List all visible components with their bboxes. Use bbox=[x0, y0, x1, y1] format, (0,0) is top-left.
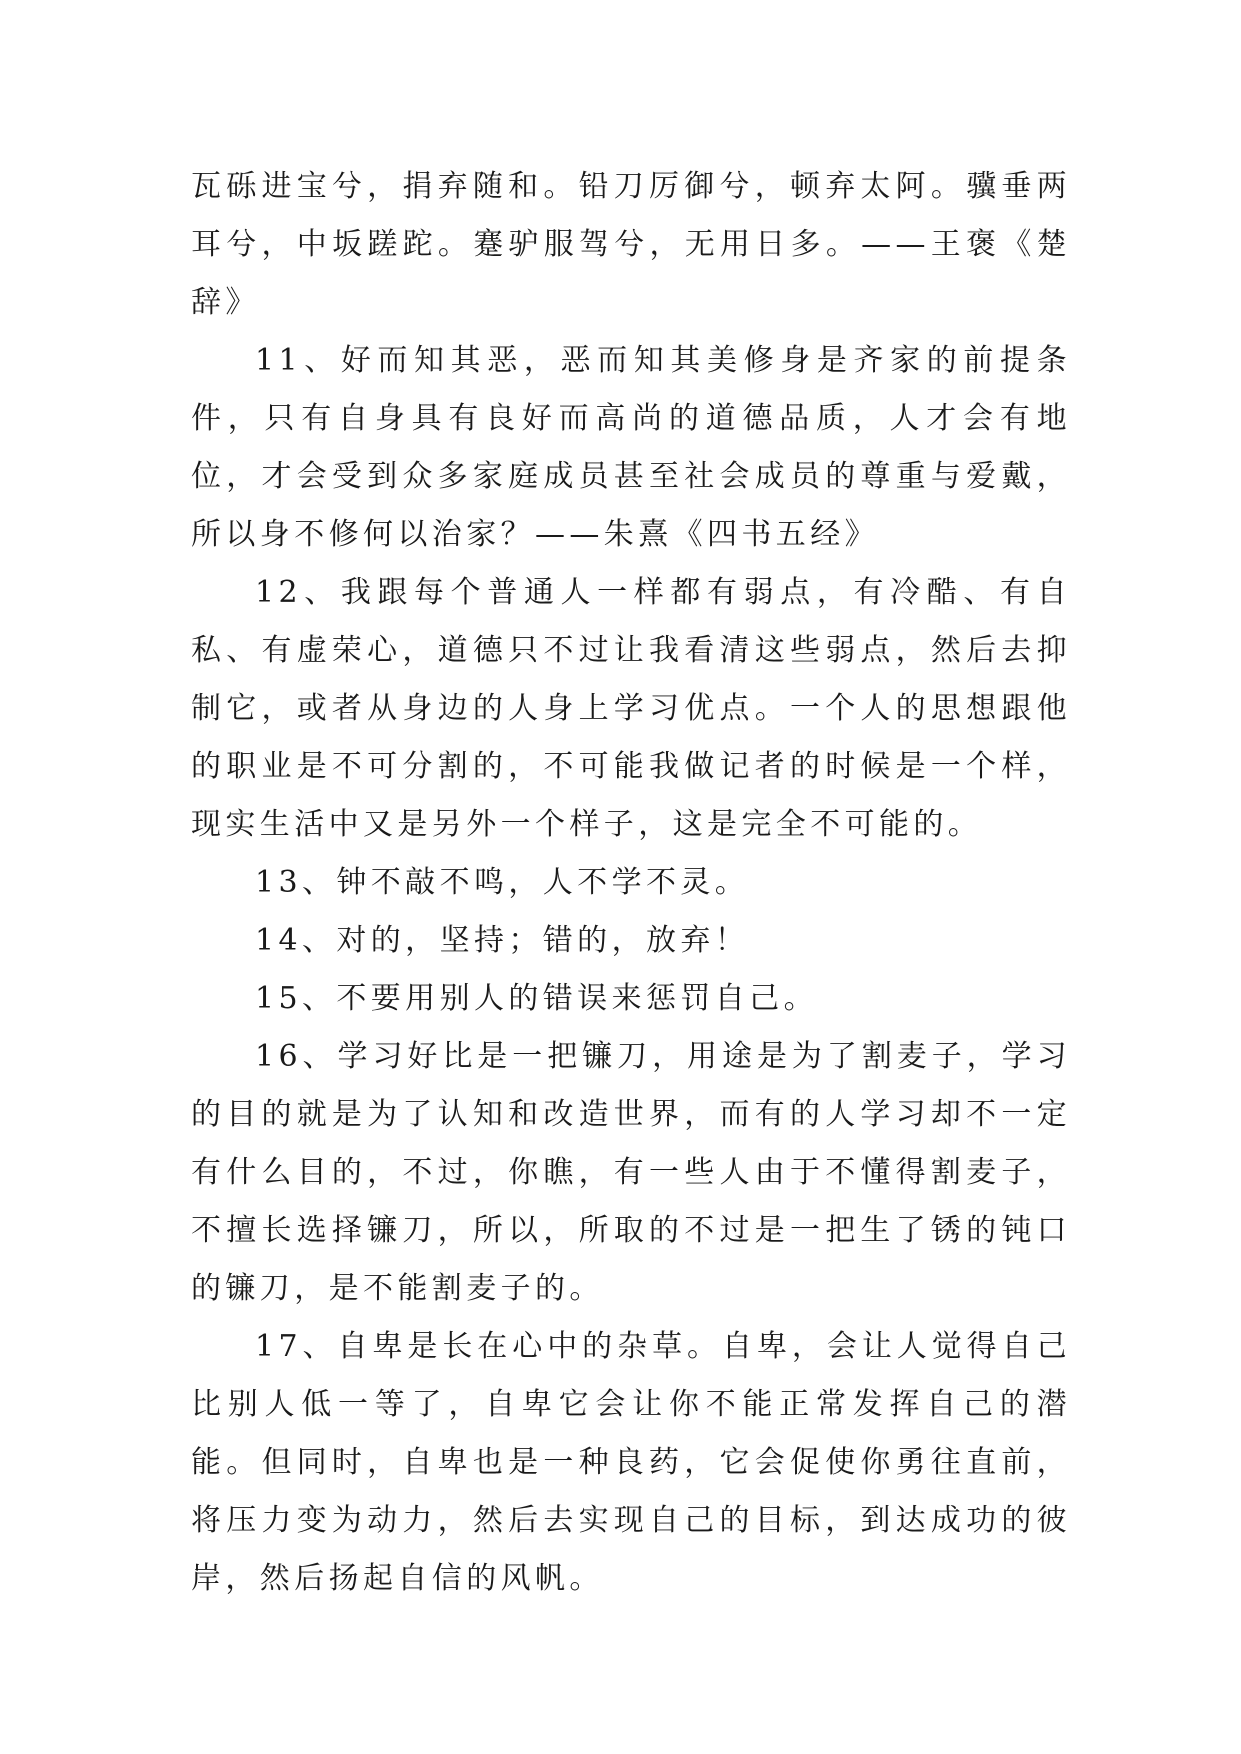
quote-paragraph-continued: 瓦砾进宝兮，捐弃随和。铅刀厉御兮，顿弃太阿。骥垂两耳兮，中坂蹉跎。蹇驴服驾兮，无用日多。——王褒《楚辞》 bbox=[191, 169, 1071, 320]
quote-paragraph-13: 13、钟不敲不鸣，人不学不灵。 bbox=[255, 865, 750, 900]
quote-paragraph-11: 11、好而知其恶，恶而知其美修身是齐家的前提条件，只有自身具有良好而高尚的道德品质，人才会有地位，才会受到众多家庭成员甚至社会成员的尊重与爱戴，所以身不修何以治家？——朱熹《四书五经》 bbox=[191, 343, 1071, 552]
quote-paragraph-14: 14、对的，坚持；错的，放弃！ bbox=[255, 923, 750, 958]
quote-paragraph-12: 12、我跟每个普通人一样都有弱点，有冷酷、有自私、有虚荣心，道德只不过让我看清这些弱点，然后去抑制它，或者从身边的人身上学习优点。一个人的思想跟他的职业是不可分割的，不可能我做记者的时候是一个样，现实生活中又是另外一个样子，这是完全不可能的。 bbox=[191, 575, 1071, 842]
document-page bbox=[191, 158, 1071, 1608]
quote-paragraph-16: 16、学习好比是一把镰刀，用途是为了割麦子，学习的目的就是为了认知和改造世界，而有的人学习却不一定有什么目的，不过，你瞧，有一些人由于不懂得割麦子，不擅长选择镰刀，所以，所取的不过是一把生了锈的钝口的镰刀，是不能割麦子的。 bbox=[191, 1039, 1071, 1306]
quote-paragraph-15: 15、不要用别人的错误来惩罚自己。 bbox=[255, 981, 818, 1016]
quote-paragraph-17: 17、自卑是长在心中的杂草。自卑，会让人觉得自己比别人低一等了，自卑它会让你不能正常发挥自己的潜能。但同时，自卑也是一种良药，它会促使你勇往直前，将压力变为动力，然后去实现自己的目标，到达成功的彼岸，然后扬起自信的风帆。 bbox=[191, 1329, 1071, 1596]
